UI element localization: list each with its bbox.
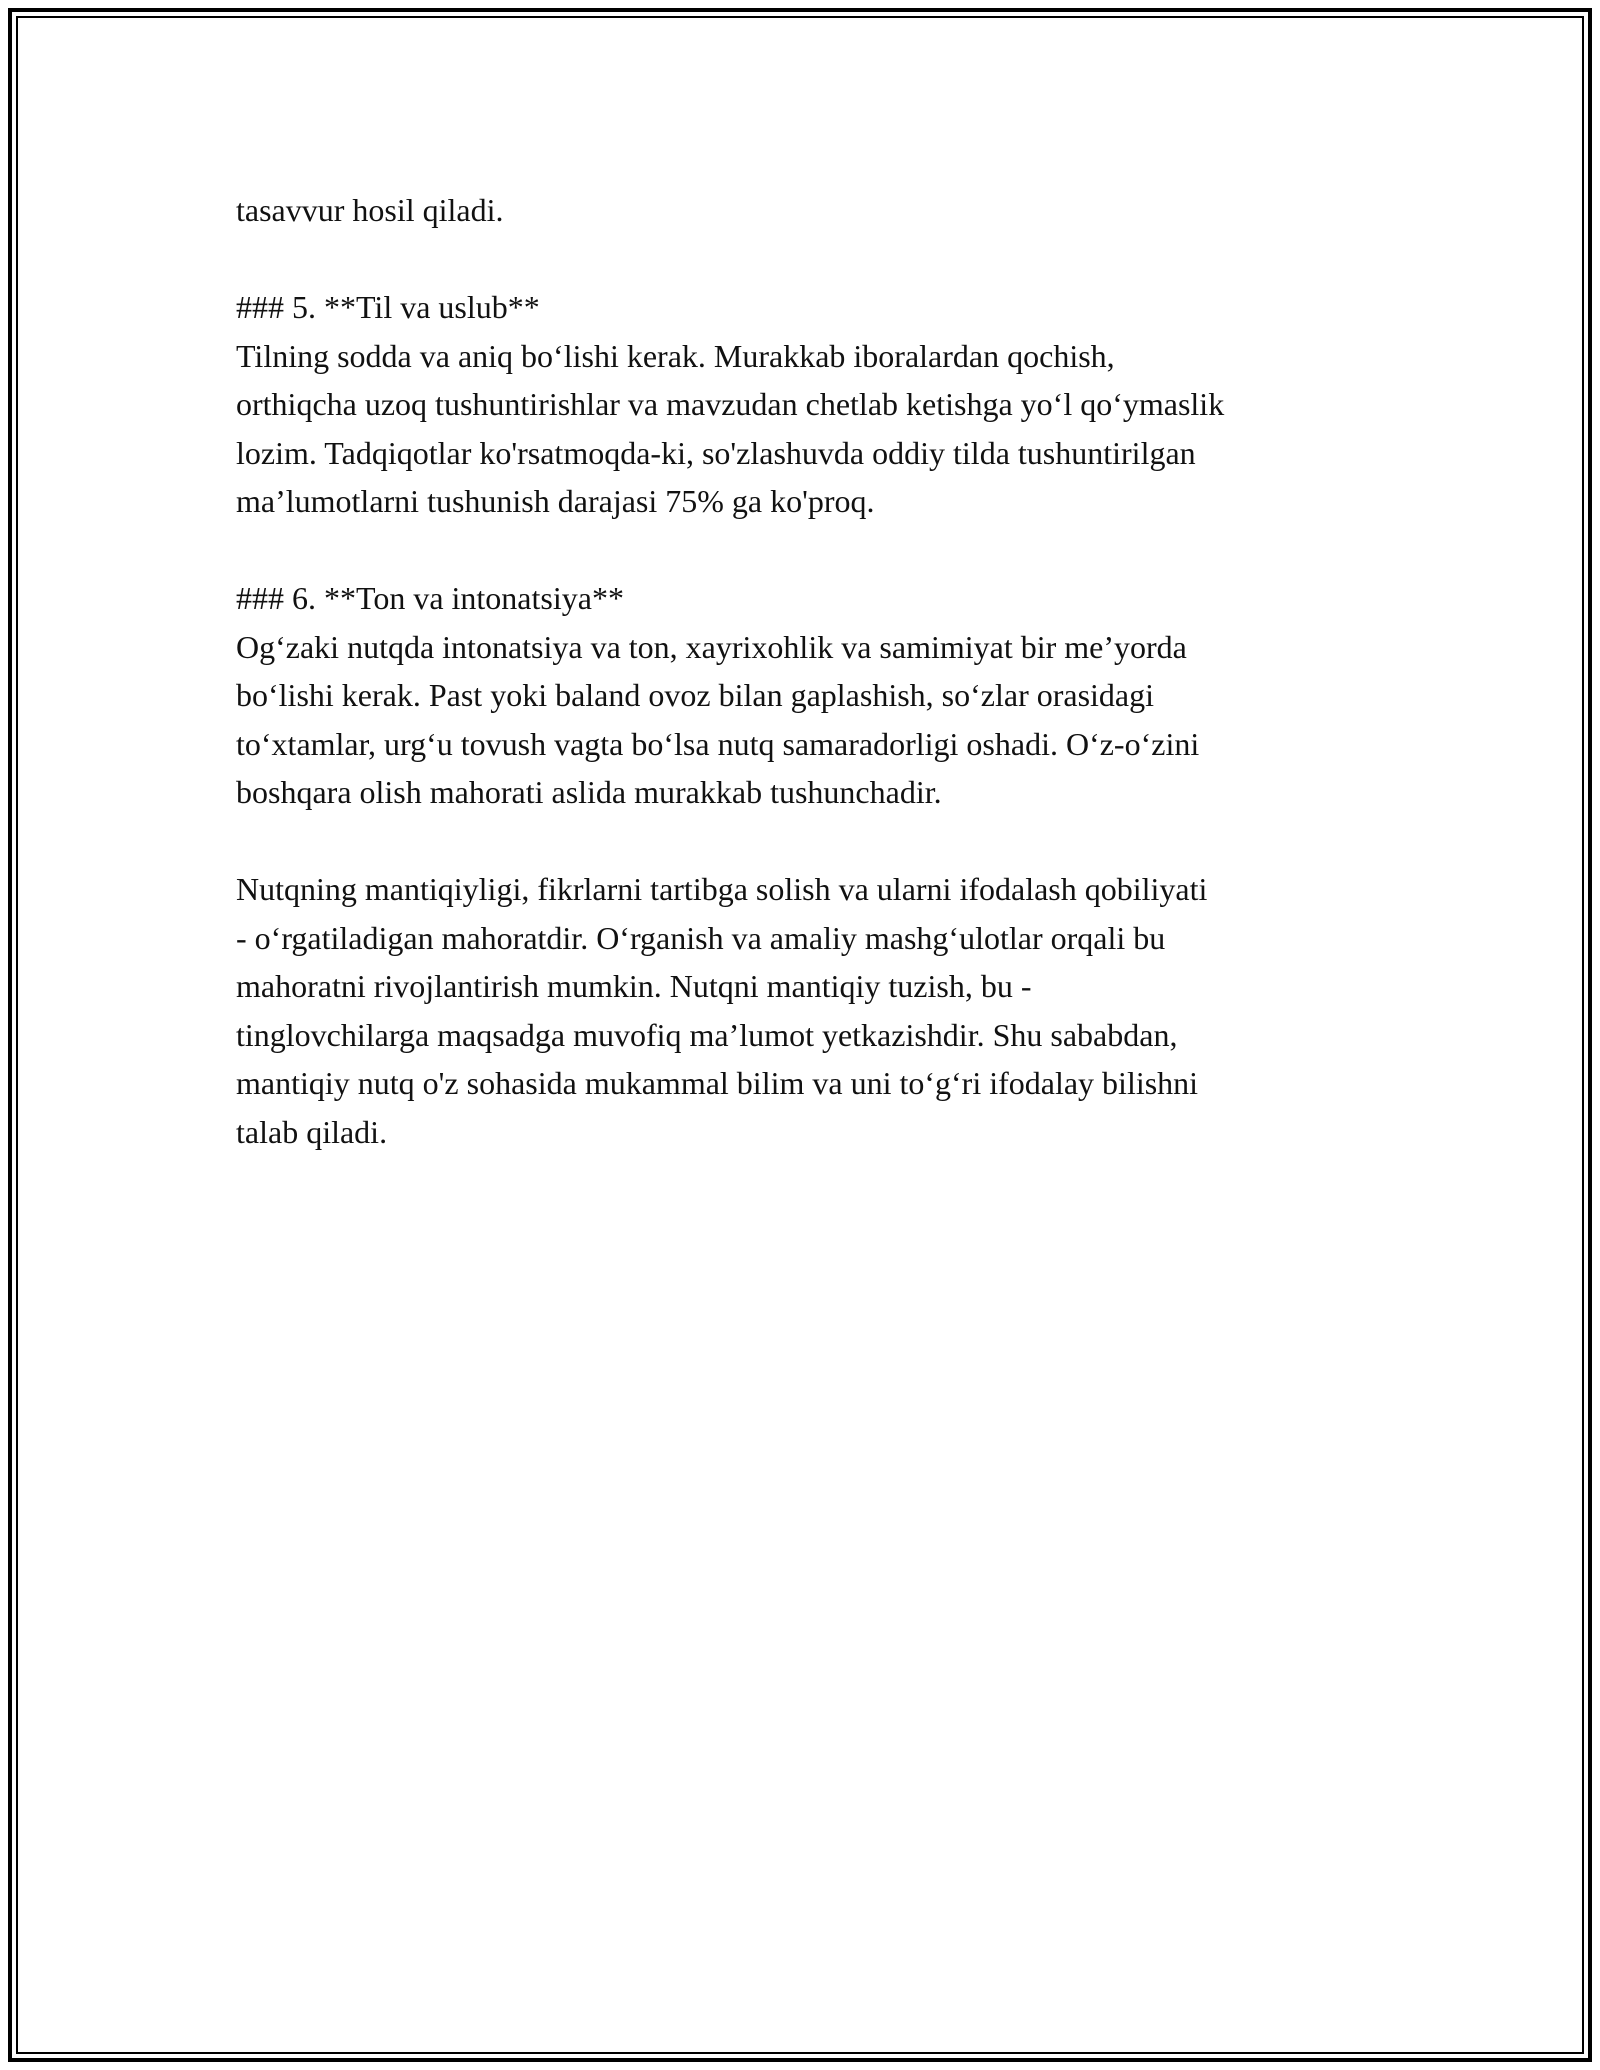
section-heading-ton-va-intonatsiya: ### 6. **Ton va intonatsiya** (236, 580, 624, 616)
paragraph-spacer (236, 817, 1356, 866)
paragraph-til-va-uslub: Tilning sodda va aniq bo‘lishi kerak. Murakkab iboralardan qochish, orthiqcha uzoq tushuntirishlar va mavzudan chetlab ketishga yo‘l qo‘ymaslik lozim. Tadqiqotlar ko'rsatmoqda-ki, so'zlashuvda oddiy tilda tushuntirilgan ma’lumotlarni tushunish darajasi 75% ga ko'proq. (236, 337, 1225, 519)
paragraph-conclusion: Nutqning mantiqiyligi, fikrlarni tartibga solish va ularni ifodalash qobiliyati - o‘rgatiladigan mahoratdir. O‘rganish va amaliy mashg‘ulotlar orqali bu mahoratni rivojlantirish mumkin. Nutqni mantiqiy tuzish, bu - tinglovchilarga maqsadga muvofiq ma’lumot yetkazishdir. Shu sababdan, mantiqiy nutq o'z sohasida mukammal bilim va uni to‘g‘ri ifodalay bilishni talab qiladi. (236, 871, 1208, 1150)
document-body (236, 186, 1356, 1156)
section-heading-til-va-uslub: ### 5. **Til va uslub** (236, 289, 540, 325)
paragraph-ton-va-intonatsiya: Og‘zaki nutqda intonatsiya va ton, xayrixohlik va samimiyat bir me’yorda bo‘lishi kerak. Past yoki baland ovoz bilan gaplashish, so‘zlar orasidagi to‘xtamlar, urg‘u tovush vagta bo‘lsa nutq samaradorligi oshadi. O‘z-o‘zini boshqara olish mahorati aslida murakkab tushunchadir. (236, 628, 1200, 810)
paragraph-spacer (236, 526, 1356, 575)
paragraph-continuation: tasavvur hosil qiladi. (236, 192, 504, 228)
paragraph-spacer (236, 235, 1356, 284)
